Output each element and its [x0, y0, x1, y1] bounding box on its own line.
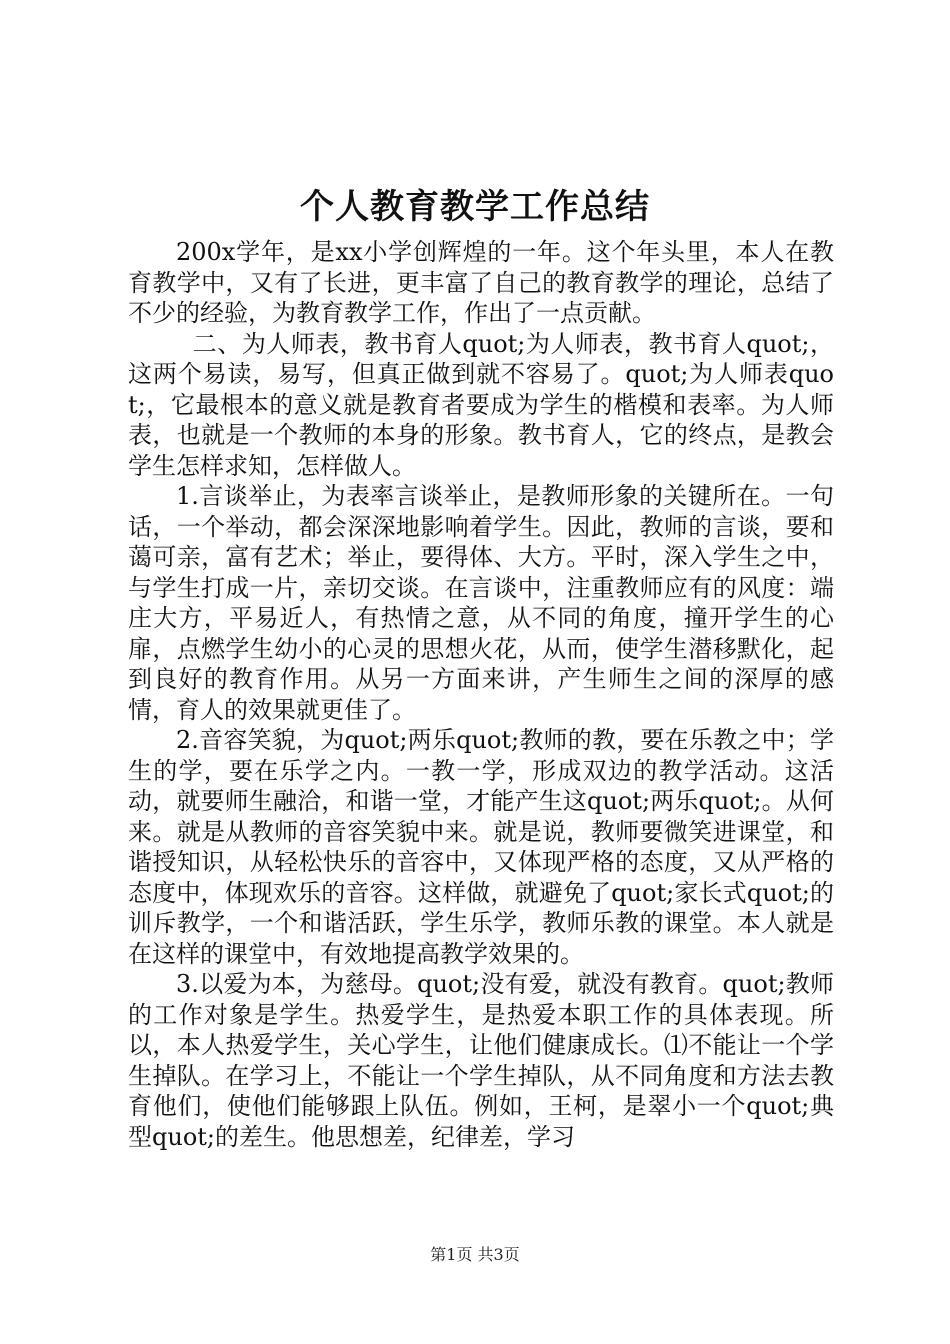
paragraph-point-one: 1.言谈举止，为表率言谈举止，是教师形象的关键所在。一句话，一个举动，都会深深地影响着学生。因此，教师的言谈，要和蔼可亲，富有艺术；举止，要得体、大方。平时，深入学生之中，与学生打成一片，亲切交谈。在言谈中，注重教师应有的风度：端庄大方，平易近人，有热情之意，从不同的角度，撞开学生的心扉，点燃学生幼小的心灵的思想火花，从而，使学生潜移默化，起到良好的教育作用。从另一方面来讲，产生师生之间的深厚的感情，育人的效果就更佳了。 [128, 482, 834, 724]
paragraph-section-two: 二、为人师表，教书育人quot;为人师表，教书育人quot;，这两个易读，易写，但真正做到就不容易了。quot;为人师表quot;，它最根本的意义就是教育者要成为学生的楷模和表率。为人师表，也就是一个教师的本身的形象。教书育人，它的终点，是教会学生怎样求知，怎样做人。 [128, 329, 834, 480]
document-body [128, 237, 834, 1152]
paragraph-point-two: 2.音容笑貌，为quot;两乐quot;教师的教，要在乐教之中；学生的学，要在乐学之内。一教一学，形成双边的教学活动。这活动，就要师生融洽，和谐一堂，才能产生这quot;两乐quot;。从何来。就是从教师的音容笑貌中来。就是说，教师要微笑进课堂，和谐授知识，从轻松快乐的音容中，又体现严格的态度，又从严格的态度中，体现欢乐的音容。这样做，就避免了quot;家长式quot;的训斥教学，一个和谐活跃，学生乐学，教师乐教的课堂。本人就是在这样的课堂中，有效地提高教学效果的。 [128, 726, 834, 968]
document-title: 个人教育教学工作总结 [300, 187, 650, 227]
paragraph-point-three: 3.以爱为本，为慈母。quot;没有爱，就没有教育。quot;教师的工作对象是学生。热爱学生，是热爱本职工作的具体表现。所以，本人热爱学生，关心学生，让他们健康成长。⑴不能让一个学生掉队。在学习上，不能让一个学生掉队，从不同角度和方法去教育他们，使他们能够跟上队伍。例如，王柯，是翠小一个quot;典型quot;的差生。他思想差，纪律差，学习 [128, 970, 834, 1151]
paragraph-intro: 200x学年，是xx小学创辉煌的一年。这个年头里，本人在教育教学中，又有了长进，更丰富了自己的教育教学的理论，总结了不少的经验，为教育教学工作，作出了一点贡献。 [128, 238, 834, 327]
page-number-footer: 第1页 共3页 [430, 1245, 520, 1264]
